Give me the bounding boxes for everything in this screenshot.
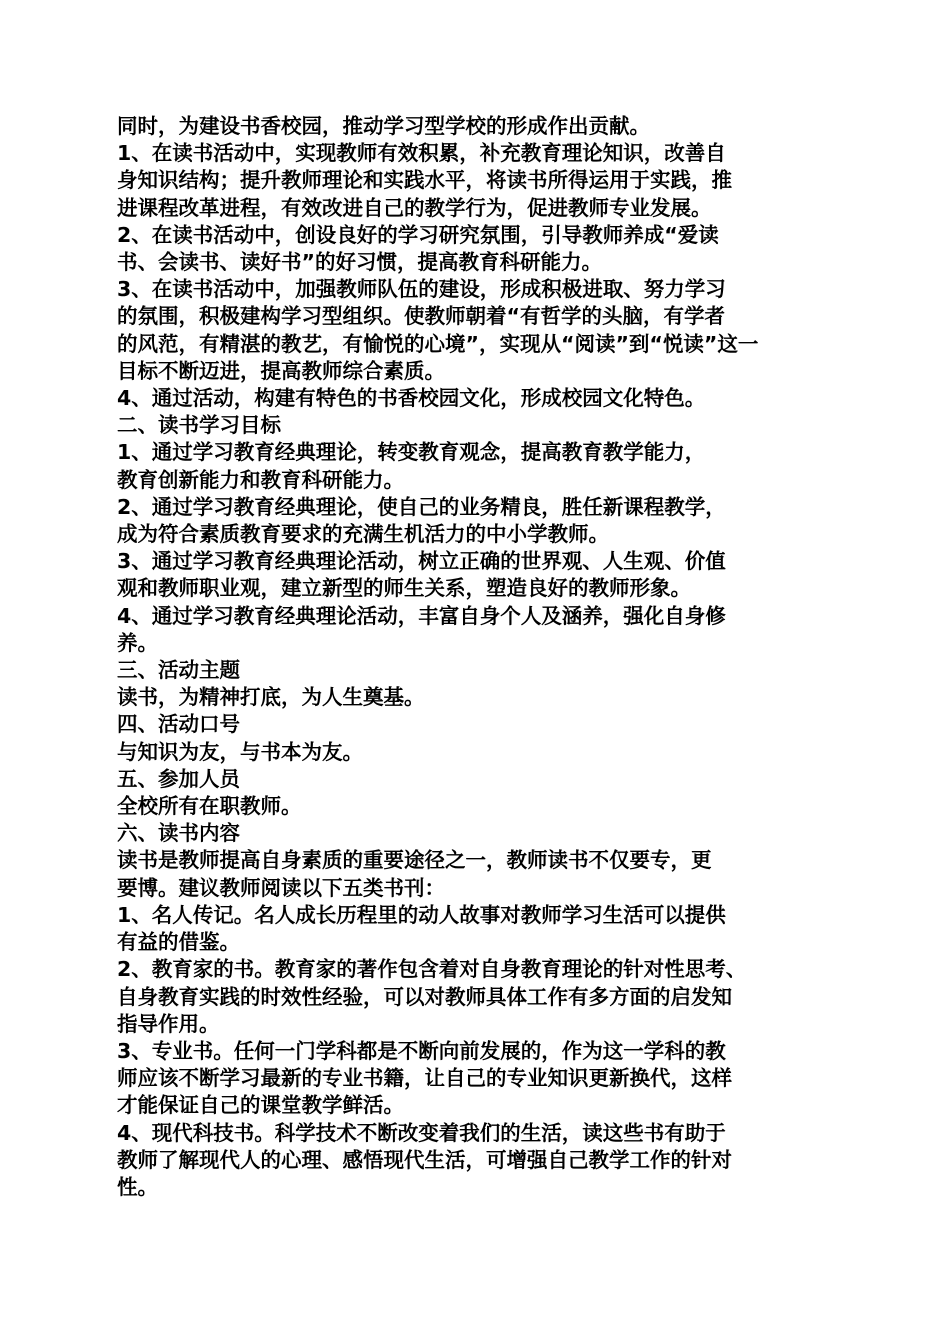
- document-page: [117, 113, 837, 1201]
- text-line: 五、参加人员: [117, 766, 240, 791]
- text-line: 观和教师职业观，建立新型的师生关系，塑造良好的教师形象。: [117, 576, 691, 601]
- text-line: 2、在读书活动中，创设良好的学习研究氛围，引导教师养成“爱读: [117, 222, 719, 247]
- text-line: 2、通过学习教育经典理论，使自己的业务精良，胜任新课程教学，: [117, 494, 726, 519]
- text-line: 师应该不断学习最新的专业书籍，让自己的专业知识更新换代，这样: [117, 1066, 732, 1091]
- text-line: 3、通过学习教育经典理论活动，树立正确的世界观、人生观、价值: [117, 549, 726, 574]
- text-line: 3、在读书活动中，加强教师队伍的建设，形成积极进取、努力学习: [117, 277, 726, 302]
- text-line: 身知识结构；提升教师理论和实践水平，将读书所得运用于实践，推: [117, 168, 732, 193]
- text-line: 书、会读书、读好书”的好习惯，提高教育科研能力。: [117, 250, 602, 275]
- text-line: 与知识为友，与书本为友。: [117, 739, 363, 764]
- text-line: 3、专业书。任何一门学科都是不断向前发展的，作为这一学科的教: [117, 1038, 726, 1063]
- text-line: 四、活动口号: [117, 712, 240, 737]
- text-line: 指导作用。: [117, 1011, 220, 1036]
- text-line: 1、名人传记。名人成长历程里的动人故事对教师学习生活可以提供: [117, 902, 726, 927]
- text-line: 4、现代科技书。科学技术不断改变着我们的生活，读这些书有助于: [117, 1120, 726, 1145]
- text-line: 的风范，有精湛的教艺，有愉悦的心境”，实现从“阅读”到“悦读”这一: [117, 331, 759, 356]
- text-line: 六、读书内容: [117, 821, 240, 846]
- text-line: 1、通过学习教育经典理论，转变教育观念，提高教育教学能力，: [117, 440, 706, 465]
- text-line: 性。: [117, 1174, 158, 1199]
- text-line: 养。: [117, 630, 158, 655]
- text-line: 才能保证自己的课堂教学鲜活。: [117, 1093, 404, 1118]
- text-line: 2、教育家的书。教育家的著作包含着对自身教育理论的针对性思考、: [117, 957, 747, 982]
- text-line: 同时，为建设书香校园，推动学习型学校的形成作出贡献。: [117, 114, 650, 138]
- text-line: 教育创新能力和教育科研能力。: [117, 467, 404, 492]
- text-line: 全校所有在职教师。: [117, 794, 302, 819]
- text-line: 要博。建议教师阅读以下五类书刊：: [117, 875, 445, 900]
- text-line: 自身教育实践的时效性经验，可以对教师具体工作有多方面的启发知: [117, 984, 732, 1009]
- text-line: 有益的借鉴。: [117, 930, 240, 955]
- text-line: 二、读书学习目标: [117, 413, 281, 438]
- text-line: 三、活动主题: [117, 658, 240, 683]
- text-line: 4、通过学习教育经典理论活动，丰富自身个人及涵养，强化自身修: [117, 603, 726, 628]
- text-line: 成为符合素质教育要求的充满生机活力的中小学教师。: [117, 522, 609, 547]
- text-line: 进课程改革进程，有效改进自己的教学行为，促进教师专业发展。: [117, 195, 712, 220]
- text-line: 教师了解现代人的心理、感悟现代生活，可增强自己教学工作的针对: [117, 1147, 732, 1172]
- text-line: 的氛围，积极建构学习型组织。使教师朝着“有哲学的头脑，有学者: [117, 304, 725, 329]
- text-line: 4、通过活动，构建有特色的书香校园文化，形成校园文化特色。: [117, 386, 706, 411]
- text-line: 1、在读书活动中，实现教师有效积累，补充教育理论知识，改善自: [117, 141, 726, 166]
- text-line: 读书，为精神打底，为人生奠基。: [117, 685, 425, 710]
- text-line: 读书是教师提高自身素质的重要途径之一，教师读书不仅要专，更: [117, 848, 712, 873]
- text-line: 目标不断迈进，提高教师综合素质。: [117, 358, 445, 383]
